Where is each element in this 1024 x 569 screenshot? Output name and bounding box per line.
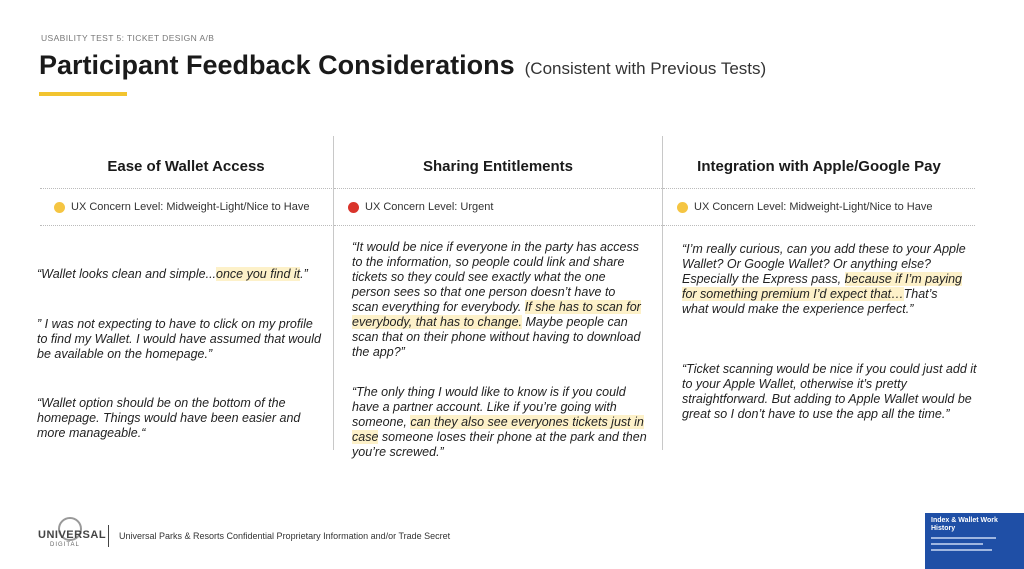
- thumbnail-line: [931, 543, 983, 545]
- column-heading: Ease of Wallet Access: [107, 158, 265, 175]
- quote: “It would be nice if everyone in the party has access to the information, so people could link and share tickets so they could see exactly what the one person sees so that one person doesn’t have to scan everything for everybody. If she has to scan for everybody, that has to change. Maybe people can scan that on their phone without having to download the app?”: [352, 240, 641, 359]
- column-heading: Integration with Apple/Google Pay: [697, 158, 941, 175]
- thumbnail-line: [931, 537, 996, 539]
- thumbnail-line: [931, 549, 992, 551]
- concern-dot-icon: [54, 202, 65, 213]
- universal-logo: UNIVERSAL DIGITAL: [38, 517, 98, 555]
- quote: “Wallet looks clean and simple...once you find it.”: [37, 267, 308, 281]
- title-row: [39, 50, 766, 81]
- page-title: Participant Feedback Considerations: [39, 50, 515, 80]
- concern-dot-icon: [348, 202, 359, 213]
- column-heading: Sharing Entitlements: [422, 158, 574, 175]
- concern-level-row: [40, 188, 332, 226]
- quote: ” I was not expecting to have to click on my profile to find my Wallet. I would have assumed that would be available on the homepage.”: [37, 317, 321, 361]
- quote: “Ticket scanning would be nice if you could just add it to your Apple Wallet, otherwise it’s pretty straightforward. But adding to Apple Wallet would be great so I don’t have to use the app all the time.”: [682, 362, 977, 421]
- quote: “The only thing I would like to know is if you could have a partner account. Like if you’re going with someone, can they also see everyones tickets just in case someone loses their phone at the park and then you’re screwed.”: [352, 385, 647, 459]
- concern-level-text: UX Concern Level: Midweight-Light/Nice to Have: [71, 201, 310, 213]
- footer-confidential-text: Universal Parks & Resorts Confidential Proprietary Information and/or Trade Secret: [119, 531, 451, 541]
- thumbnail-title: Index & Wallet Work History: [931, 517, 998, 532]
- quote: “I’m really curious, can you add these to your Apple Wallet? Or Google Wallet? Or anything else? Especially the Express pass, because if I’m paying for something premium I’d expect that…That’s what would make the experience perfect.”: [682, 242, 966, 316]
- concern-dot-icon: [677, 202, 688, 213]
- column-wallet-access: [40, 150, 332, 226]
- slide-thumbnail[interactable]: [925, 513, 1024, 569]
- eyebrow-label: USABILITY TEST 5: TICKET DESIGN A/B: [41, 33, 215, 43]
- accent-bar: [39, 92, 127, 96]
- footer: [38, 517, 450, 555]
- column-sharing-entitlements: [334, 150, 662, 226]
- concern-level-row: [334, 188, 662, 226]
- concern-level-row: [663, 188, 975, 226]
- concern-level-text: UX Concern Level: Midweight-Light/Nice to Have: [694, 201, 933, 213]
- concern-level-text: UX Concern Level: Urgent: [365, 201, 494, 213]
- footer-separator: [108, 525, 109, 547]
- page-subtitle: (Consistent with Previous Tests): [524, 59, 767, 78]
- column-apple-google-pay: [663, 150, 975, 226]
- quote: “Wallet option should be on the bottom of the homepage. Things would have been easier and more manageable.“: [37, 396, 301, 440]
